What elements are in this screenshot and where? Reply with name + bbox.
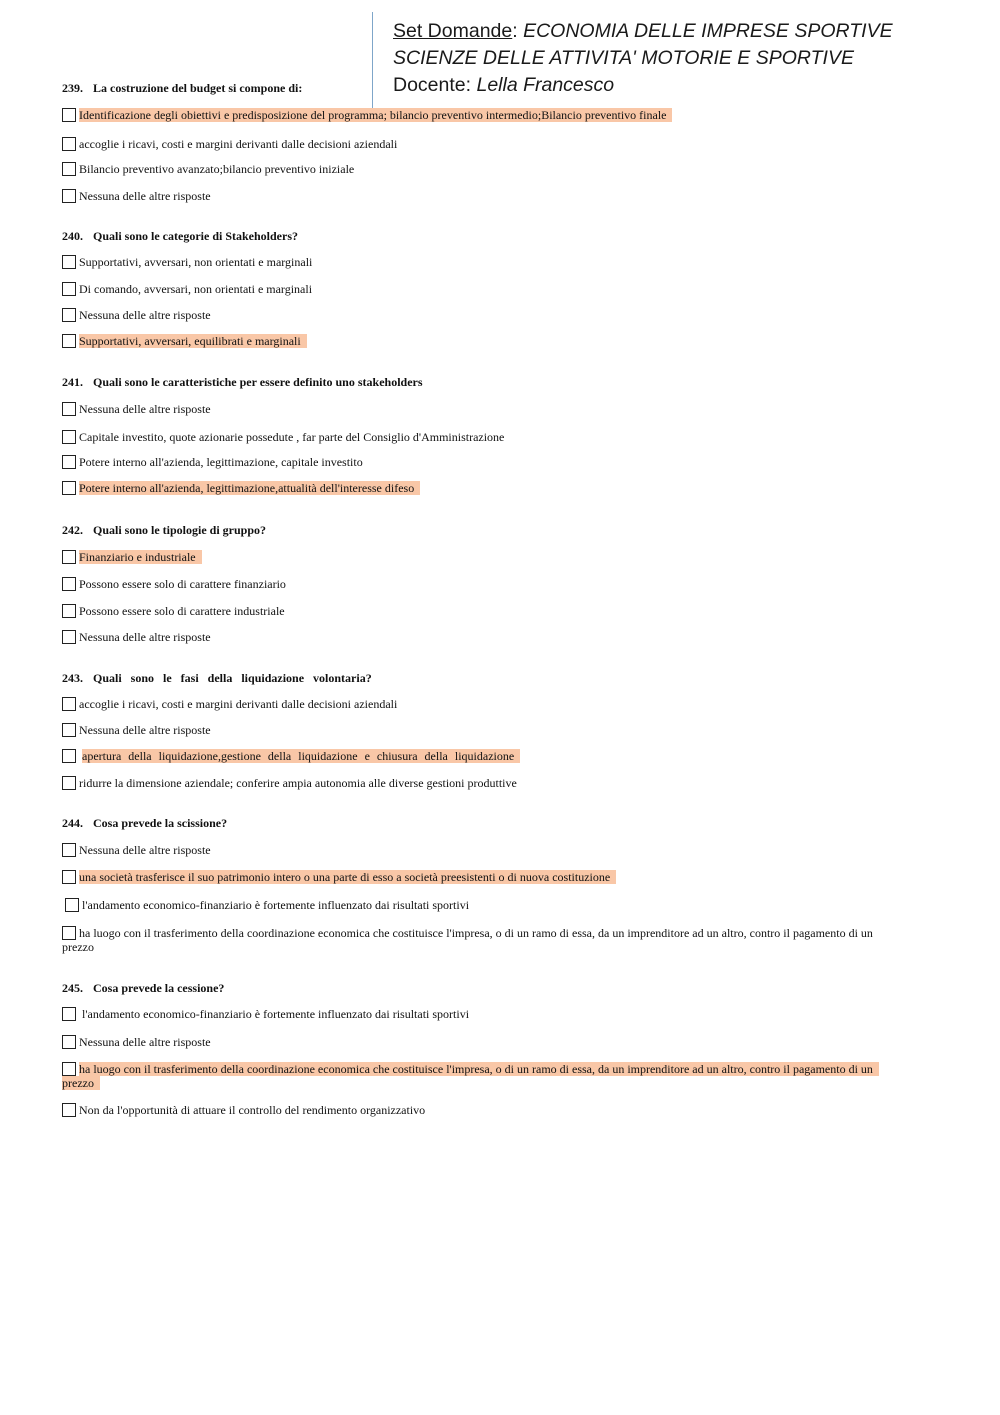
question-text: Quali sono le caratteristiche per essere definito uno stakeholders	[93, 375, 423, 389]
checkbox[interactable]	[62, 455, 76, 469]
answer-text: l'andamento economico-finanziario è fortemente influenzato dai risultati sportivi	[82, 898, 470, 912]
answer-text: l'andamento economico-finanziario è fortemente influenzato dai risultati sportivi	[82, 1007, 470, 1021]
course-title: ECONOMIA DELLE IMPRESE SPORTIVE	[523, 20, 893, 42]
checkbox[interactable]	[62, 1035, 76, 1049]
checkbox[interactable]	[62, 282, 76, 296]
checkbox[interactable]	[62, 1007, 76, 1021]
answer-text: ha luogo con il trasferimento della coordinazione economica che costituisce l'impresa, o di un ramo di essa, da un imprenditore ad un altro, contro il pagamento di un	[79, 926, 873, 940]
faculty-title: SCIENZE DELLE ATTIVITA' MOTORIE E SPORTIVE	[393, 47, 854, 69]
answer-text: Nessuna delle altre risposte	[79, 308, 211, 322]
set-label: Set Domande	[393, 20, 513, 42]
teacher-label: Docente:	[393, 74, 477, 96]
question-text: Quali sono le fasi della liquidazione volontaria?	[93, 671, 372, 685]
question-243	[62, 671, 372, 686]
question-number: 239.	[62, 81, 83, 95]
answer-text-highlighted: Supportativi, avversari, equilibrati e marginali	[79, 334, 307, 348]
answer-text-highlighted: Finanziario e industriale	[79, 550, 202, 564]
checkbox[interactable]	[62, 604, 76, 618]
header-faculty-line	[393, 45, 893, 72]
answer-text-continuation: prezzo	[62, 940, 94, 954]
checkbox[interactable]	[62, 550, 76, 564]
answer-text: Supportativi, avversari, non orientati e marginali	[79, 255, 313, 269]
question-241	[62, 375, 423, 390]
document-header	[393, 18, 893, 99]
checkbox[interactable]	[62, 430, 76, 444]
question-text: Cosa prevede la scissione?	[93, 816, 228, 830]
question-240	[62, 229, 298, 244]
answer-text-wrapped	[62, 926, 902, 954]
header-divider-line	[372, 12, 373, 108]
checkbox[interactable]	[62, 162, 76, 176]
answer-text-highlighted: una società trasferisce il suo patrimonio intero o una parte di esso a società preesistenti o di nuova costituzione	[79, 870, 616, 884]
question-number: 245.	[62, 981, 83, 995]
answer-text-wrapped-highlighted	[62, 1062, 902, 1090]
question-text: La costruzione del budget si compone di:	[93, 81, 303, 95]
checkbox[interactable]	[62, 481, 76, 495]
checkbox[interactable]	[62, 723, 76, 737]
answer-text: Possono essere solo di carattere finanziario	[79, 577, 286, 591]
checkbox[interactable]	[62, 108, 76, 122]
answer-text: Nessuna delle altre risposte	[79, 630, 211, 644]
answer-text: Di comando, avversari, non orientati e marginali	[79, 282, 313, 296]
question-text: Quali sono le categorie di Stakeholders?	[93, 229, 298, 243]
question-245	[62, 981, 224, 996]
checkbox[interactable]	[62, 697, 76, 711]
checkbox[interactable]	[62, 1103, 76, 1117]
question-239	[62, 81, 302, 96]
question-number: 242.	[62, 523, 83, 537]
checkbox[interactable]	[62, 577, 76, 591]
answer-text: accoglie i ricavi, costi e margini derivanti dalle decisioni aziendali	[79, 137, 398, 151]
answer-text: Potere interno all'azienda, legittimazione, capitale investito	[79, 455, 363, 469]
answer-text: Nessuna delle altre risposte	[79, 402, 211, 416]
header-teacher-line	[393, 72, 893, 99]
checkbox[interactable]	[62, 630, 76, 644]
answer-text: Capitale investito, quote azionarie possedute , far parte del Consiglio d'Amministrazione	[79, 430, 505, 444]
question-number: 243.	[62, 671, 83, 685]
header-set-line	[393, 18, 893, 45]
answer-text: accoglie i ricavi, costi e margini derivanti dalle decisioni aziendali	[79, 697, 398, 711]
checkbox[interactable]	[62, 776, 76, 790]
checkbox[interactable]	[62, 870, 76, 884]
checkbox[interactable]	[62, 255, 76, 269]
answer-text-highlighted: Identificazione degli obiettivi e predisposizione del programma; bilancio preventivo intermedio;Bilancio preventivo finale	[79, 108, 672, 122]
teacher-name: Lella Francesco	[476, 74, 615, 96]
set-separator: :	[512, 20, 524, 42]
checkbox[interactable]	[65, 898, 79, 912]
checkbox[interactable]	[62, 137, 76, 151]
checkbox[interactable]	[62, 308, 76, 322]
checkbox[interactable]	[62, 402, 76, 416]
checkbox[interactable]	[62, 843, 76, 857]
answer-text: Bilancio preventivo avanzato;bilancio preventivo iniziale	[79, 162, 355, 176]
question-244	[62, 816, 227, 831]
answer-text: Nessuna delle altre risposte	[79, 1035, 211, 1049]
checkbox[interactable]	[62, 189, 76, 203]
answer-text-highlighted: Potere interno all'azienda, legittimazione,attualità dell'interesse difeso	[79, 481, 420, 495]
checkbox[interactable]	[62, 334, 76, 348]
answer-text: Non da l'opportunità di attuare il controllo del rendimento organizzativo	[79, 1103, 426, 1117]
answer-text-continuation: prezzo	[62, 1076, 100, 1090]
question-number: 244.	[62, 816, 83, 830]
checkbox[interactable]	[62, 749, 76, 763]
answer-text-highlighted: apertura della liquidazione,gestione della liquidazione e chiusura della liquidazione	[82, 749, 520, 763]
question-text: Quali sono le tipologie di gruppo?	[93, 523, 267, 537]
question-242	[62, 523, 266, 538]
answer-text: Nessuna delle altre risposte	[79, 843, 211, 857]
question-text: Cosa prevede la cessione?	[93, 981, 225, 995]
answer-text: Possono essere solo di carattere industriale	[79, 604, 285, 618]
answer-text: Nessuna delle altre risposte	[79, 189, 211, 203]
answer-text-highlighted: ha luogo con il trasferimento della coordinazione economica che costituisce l'impresa, o di un ramo di essa, da un imprenditore ad un altro, contro il pagamento di un	[79, 1062, 879, 1076]
question-number: 241.	[62, 375, 83, 389]
answer-text: Nessuna delle altre risposte	[79, 723, 211, 737]
question-number: 240.	[62, 229, 83, 243]
answer-text: ridurre la dimensione aziendale; conferire ampia autonomia alle diverse gestioni produttive	[79, 776, 517, 790]
